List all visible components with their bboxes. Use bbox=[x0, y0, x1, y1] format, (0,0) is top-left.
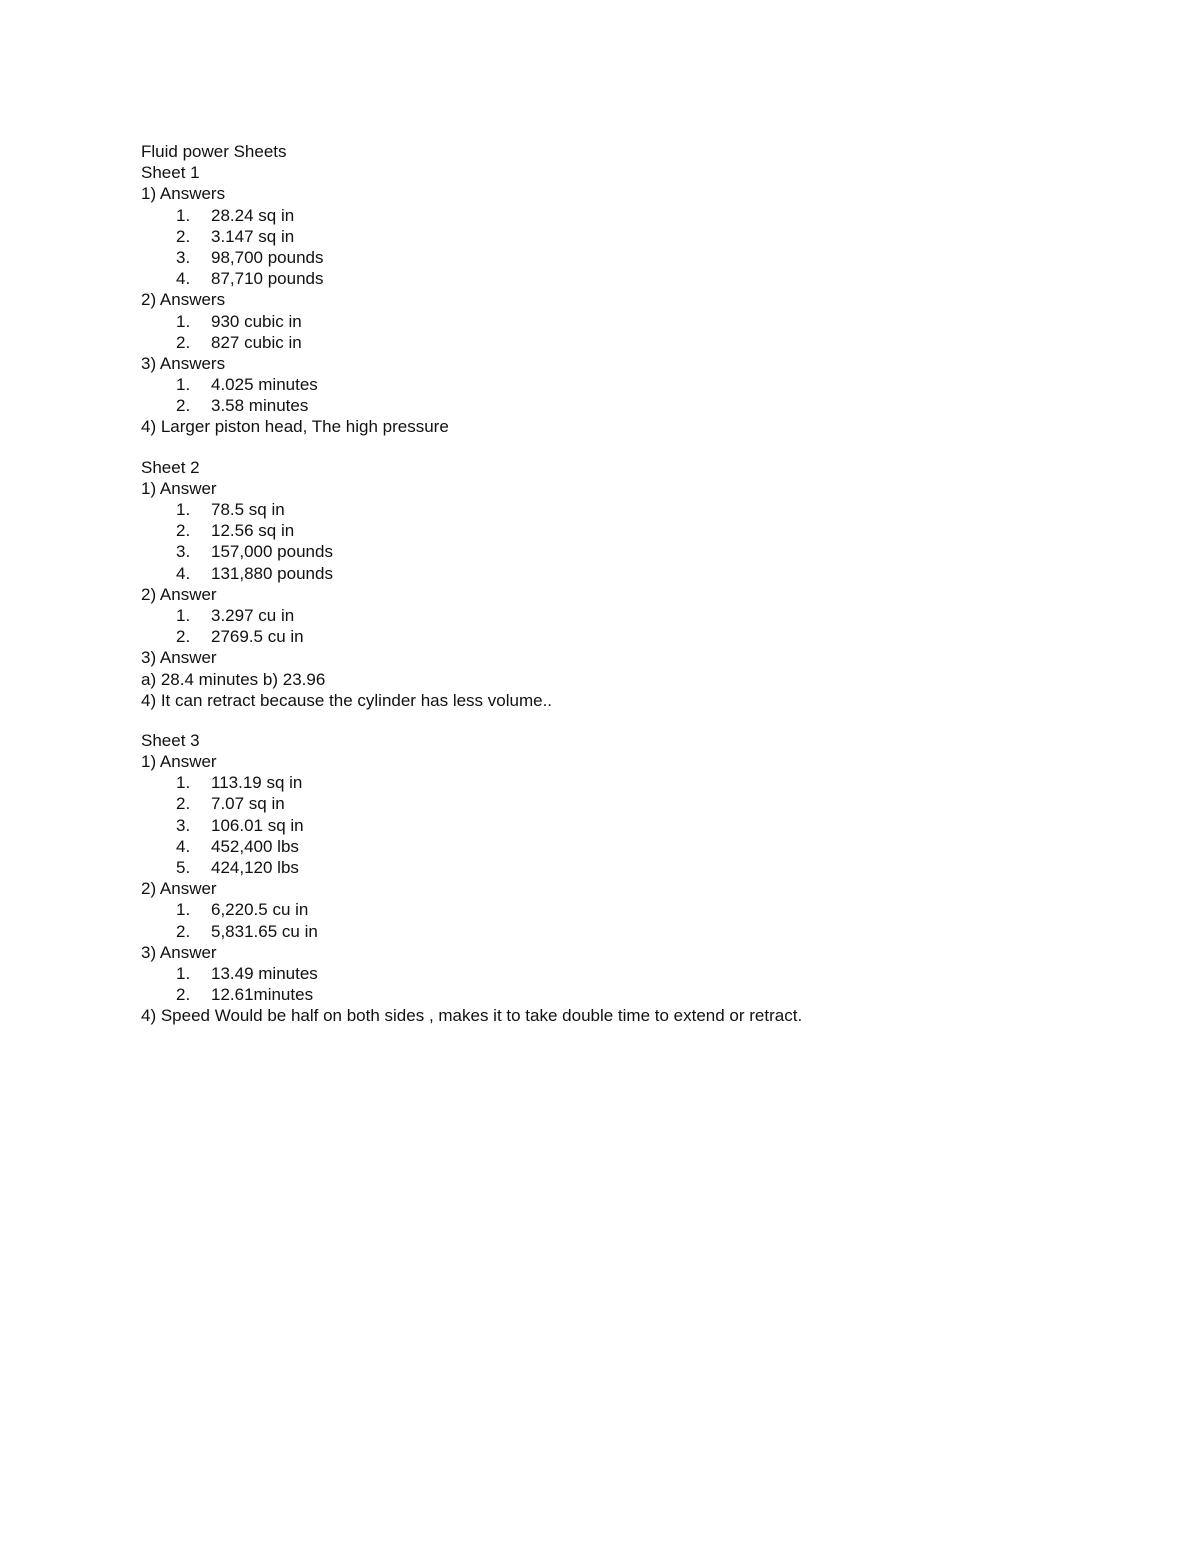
list-item bbox=[141, 984, 1141, 1005]
answer-value: 3.297 cu in bbox=[211, 605, 295, 625]
answer-value: 3.147 sq in bbox=[211, 226, 295, 246]
question-label: 3) Answers bbox=[141, 353, 226, 373]
answer-value: 12.56 sq in bbox=[211, 521, 295, 541]
answer-value: 98,700 pounds bbox=[211, 247, 324, 267]
answer-value: 6,220.5 cu in bbox=[211, 900, 309, 920]
list-item bbox=[141, 541, 1141, 562]
list-number: 1. bbox=[176, 311, 191, 331]
list-item bbox=[141, 520, 1141, 541]
list-item bbox=[141, 836, 1141, 857]
list-item bbox=[141, 857, 1141, 878]
question-label: 3) Answer bbox=[141, 942, 217, 962]
answer-value: 78.5 sq in bbox=[211, 500, 285, 519]
answer-value: 4.025 minutes bbox=[211, 375, 318, 395]
answer-value: 827 cubic in bbox=[211, 332, 302, 352]
answer-value: 106.01 sq in bbox=[211, 815, 304, 835]
list-item bbox=[141, 205, 1141, 226]
list-number: 2. bbox=[176, 396, 191, 416]
question-label: 3) Answer bbox=[141, 648, 217, 668]
list-item bbox=[141, 963, 1141, 984]
answer-value: 12.61minutes bbox=[211, 985, 314, 1005]
list-item bbox=[141, 626, 1141, 647]
list-number: 2. bbox=[176, 921, 191, 941]
list-item bbox=[141, 332, 1141, 353]
list-number: 1. bbox=[176, 773, 191, 793]
question-label: 2) Answers bbox=[141, 290, 226, 310]
sheet-1-section bbox=[141, 162, 1141, 437]
sheet-3-section bbox=[141, 730, 1141, 1027]
question-label: 1) Answer bbox=[141, 752, 217, 772]
answer-value: 113.19 sq in bbox=[211, 773, 303, 793]
list-number: 3. bbox=[176, 247, 191, 267]
list-number: 1. bbox=[176, 963, 191, 983]
document-page bbox=[141, 141, 1141, 1027]
section-spacer bbox=[141, 438, 1141, 457]
list-item bbox=[141, 563, 1141, 584]
answer-text: a) 28.4 minutes b) 23.96 bbox=[141, 669, 326, 689]
answer-value: 131,880 pounds bbox=[211, 563, 333, 583]
list-number: 2. bbox=[176, 794, 191, 814]
sheet-2-section bbox=[141, 457, 1141, 711]
sheet-heading: Sheet 3 bbox=[141, 730, 200, 750]
list-item bbox=[141, 605, 1141, 626]
question-label: 1) Answer bbox=[141, 478, 217, 498]
list-item bbox=[141, 226, 1141, 247]
answer-value: 157,000 pounds bbox=[211, 542, 333, 562]
answer-value: 424,120 lbs bbox=[211, 858, 299, 877]
list-item bbox=[141, 499, 1141, 520]
list-item bbox=[141, 395, 1141, 416]
list-number: 2. bbox=[176, 985, 191, 1005]
answer-value: 452,400 lbs bbox=[211, 836, 299, 856]
list-number: 1. bbox=[176, 205, 191, 225]
answer-value: 930 cubic in bbox=[211, 311, 302, 331]
list-number: 4. bbox=[176, 836, 191, 856]
list-number: 4. bbox=[176, 269, 191, 289]
answer-value: 2769.5 cu in bbox=[211, 627, 304, 647]
list-number: 1. bbox=[176, 375, 191, 395]
question-label: 2) Answer bbox=[141, 879, 217, 899]
list-number: 1. bbox=[176, 605, 191, 625]
question-label: 4) Speed Would be half on both sides , makes it to take double time to extend or retract. bbox=[141, 1006, 803, 1026]
list-item bbox=[141, 268, 1141, 289]
question-label: 1) Answers bbox=[141, 184, 226, 204]
document-title: Fluid power Sheets bbox=[141, 142, 287, 161]
sheet-heading: Sheet 1 bbox=[141, 163, 200, 183]
list-item bbox=[141, 899, 1141, 920]
list-number: 1. bbox=[176, 900, 191, 920]
list-item bbox=[141, 772, 1141, 793]
list-number: 1. bbox=[176, 500, 191, 519]
list-item bbox=[141, 311, 1141, 332]
sheet-heading: Sheet 2 bbox=[141, 457, 200, 477]
list-number: 2. bbox=[176, 627, 191, 647]
list-item bbox=[141, 921, 1141, 942]
list-item bbox=[141, 793, 1141, 814]
answer-value: 13.49 minutes bbox=[211, 963, 318, 983]
section-spacer bbox=[141, 711, 1141, 730]
list-item bbox=[141, 374, 1141, 395]
list-number: 3. bbox=[176, 542, 191, 562]
question-label: 2) Answer bbox=[141, 584, 217, 604]
list-number: 5. bbox=[176, 858, 191, 877]
answer-value: 28.24 sq in bbox=[211, 205, 295, 225]
list-item bbox=[141, 815, 1141, 836]
list-number: 3. bbox=[176, 815, 191, 835]
answer-value: 5,831.65 cu in bbox=[211, 921, 318, 941]
answer-value: 7.07 sq in bbox=[211, 794, 285, 814]
list-number: 2. bbox=[176, 332, 191, 352]
list-number: 2. bbox=[176, 521, 191, 541]
answer-value: 3.58 minutes bbox=[211, 396, 309, 416]
list-number: 4. bbox=[176, 563, 191, 583]
list-item bbox=[141, 247, 1141, 268]
question-label: 4) Larger piston head, The high pressure bbox=[141, 417, 449, 437]
list-number: 2. bbox=[176, 226, 191, 246]
question-label: 4) It can retract because the cylinder has less volume.. bbox=[141, 690, 553, 710]
answer-value: 87,710 pounds bbox=[211, 269, 324, 289]
